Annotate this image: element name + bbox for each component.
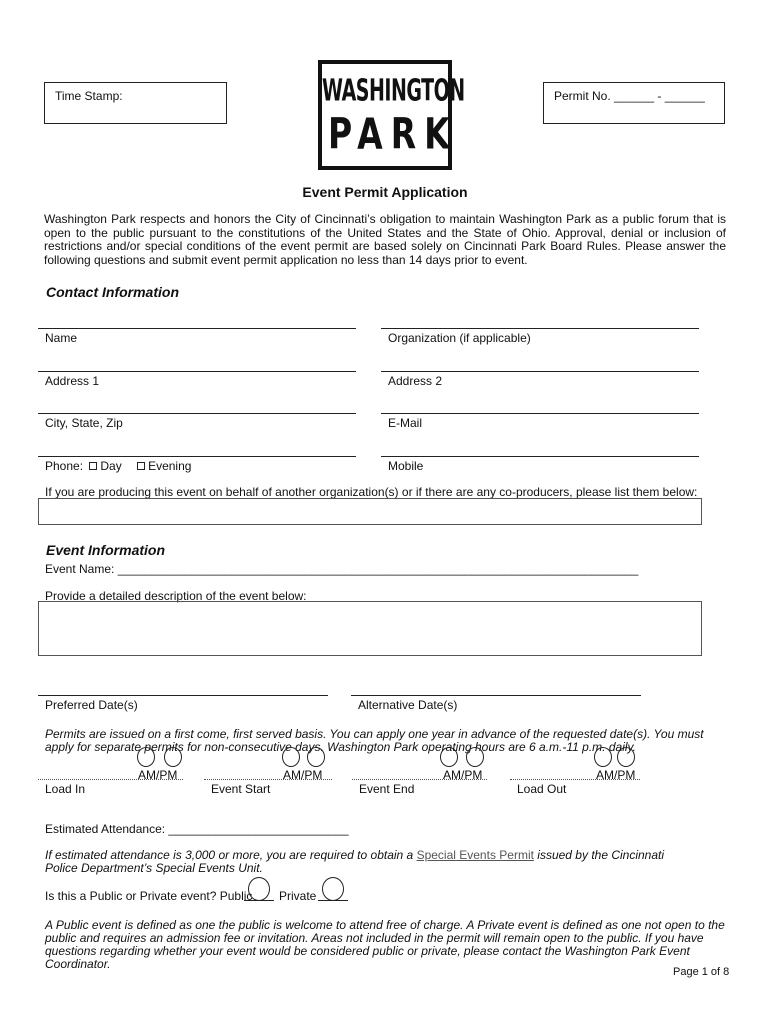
- alternative-dates-label: Alternative Date(s): [358, 698, 458, 712]
- load-in-pm-circle[interactable]: [164, 747, 182, 767]
- logo-line-washington: WASHINGTON: [322, 73, 465, 109]
- permit-number-label: Permit No. ______ - ______: [554, 89, 705, 103]
- load-in-am-circle[interactable]: [137, 747, 155, 767]
- estimated-attendance-field[interactable]: Estimated Attendance: ___________________________: [45, 822, 349, 836]
- event-start-pm-circle[interactable]: [307, 747, 325, 767]
- address1-label: Address 1: [45, 374, 100, 388]
- event-end-ampm: AM/PM: [443, 768, 483, 782]
- address2-field[interactable]: [381, 371, 699, 372]
- event-end-am-circle[interactable]: [440, 747, 458, 767]
- load-out-label: Load Out: [517, 782, 567, 796]
- page-number: Page 1 of 8: [673, 966, 730, 978]
- phone-label: Phone:: [45, 459, 84, 473]
- page-title: Event Permit Application: [302, 184, 468, 200]
- coproducers-textarea[interactable]: [38, 498, 702, 525]
- day-label: Day: [100, 459, 122, 473]
- name-label: Name: [45, 331, 78, 345]
- event-start-label: Event Start: [211, 782, 271, 796]
- email-label: E-Mail: [388, 416, 423, 430]
- preferred-dates-field[interactable]: [38, 695, 328, 696]
- load-out-ampm: AM/PM: [596, 768, 636, 782]
- organization-label: Organization (if applicable): [388, 331, 531, 345]
- event-heading: Event Information: [46, 542, 166, 558]
- organization-field[interactable]: [381, 328, 699, 329]
- alternative-dates-field[interactable]: [351, 695, 641, 696]
- private-circle[interactable]: [322, 877, 344, 901]
- load-in-ampm: AM/PM: [138, 768, 178, 782]
- address1-field[interactable]: [38, 371, 356, 372]
- attendance-note-before: If estimated attendance is 3,000 or more, you are required to obtain a: [45, 848, 417, 862]
- attendance-note-after: issued by the Cincinnati Police Department’s Special Events Unit.: [45, 848, 665, 875]
- public-private-note: A Public event is defined as one the public is welcome to attend free of charge. A Private event is defined as one not open to the public and requires an admission fee or invitation. Areas not included in the permit will remain open to the public. If you have questions regarding whether your event would be considered public or private, please contact the Washington Park Event Coordinator.: [45, 918, 725, 971]
- intro-paragraph: Washington Park respects and honors the City of Cincinnati’s obligation to maintain Washington Park as a public forum that is open to the public pursuant to the constitutions of the United States and the State of Ohio. Approval, denial or inclusion of restrictions and/or special conditions of the event permit are based solely on Cincinnati Park Board Rules. Please answer the following questions and submit event permit application no less than 14 days prior to event.: [44, 212, 726, 267]
- event-end-pm-circle[interactable]: [466, 747, 484, 767]
- phone-field[interactable]: [38, 456, 356, 457]
- public-circle[interactable]: [248, 877, 270, 901]
- description-prompt: Provide a detailed description of the event below:: [45, 589, 307, 603]
- email-field[interactable]: [381, 413, 699, 414]
- event-start-am-circle[interactable]: [282, 747, 300, 767]
- description-textarea[interactable]: [38, 601, 702, 656]
- load-out-pm-circle[interactable]: [617, 747, 635, 767]
- special-events-permit-link[interactable]: Special Events Permit: [416, 848, 534, 862]
- address2-label: Address 2: [388, 374, 443, 388]
- phone-row: [45, 459, 191, 473]
- washington-park-logo: [318, 60, 465, 170]
- load-out-am-circle[interactable]: [594, 747, 612, 767]
- preferred-dates-label: Preferred Date(s): [45, 698, 138, 712]
- time-stamp-label: Time Stamp:: [55, 89, 123, 103]
- attendance-note: [45, 849, 685, 875]
- load-in-label: Load In: [45, 782, 86, 796]
- permits-note: Permits are issued on a first come, first served basis. You can apply one year in advance of the requested date(s). You must apply for separate permits for non-consecutive days. Washington Park operating hours are 6 a.m.-11 p.m. daily.: [45, 727, 704, 754]
- city-state-zip-field[interactable]: [38, 413, 356, 414]
- event-name-field[interactable]: Event Name: ______________________________________________________________________________: [45, 562, 639, 576]
- public-private-question: Is this a Public or Private event? Public: [45, 889, 253, 903]
- private-label: Private: [279, 889, 317, 903]
- evening-label: Evening: [148, 459, 192, 473]
- city-state-zip-label: City, State, Zip: [45, 416, 123, 430]
- permit-number-box[interactable]: [543, 82, 725, 124]
- logo-line-park: PARK: [328, 108, 458, 159]
- event-start-ampm: AM/PM: [283, 768, 323, 782]
- coproducers-prompt: If you are producing this event on behalf of another organization(s) or if there are any co-producers, please list them below:: [45, 485, 698, 499]
- time-stamp-box[interactable]: [44, 82, 227, 124]
- day-checkbox[interactable]: [89, 462, 97, 470]
- evening-checkbox[interactable]: [137, 462, 145, 470]
- mobile-field[interactable]: [381, 456, 699, 457]
- mobile-label: Mobile: [388, 459, 424, 473]
- event-end-label: Event End: [359, 782, 415, 796]
- contact-heading: Contact Information: [46, 284, 179, 300]
- name-field[interactable]: [38, 328, 356, 329]
